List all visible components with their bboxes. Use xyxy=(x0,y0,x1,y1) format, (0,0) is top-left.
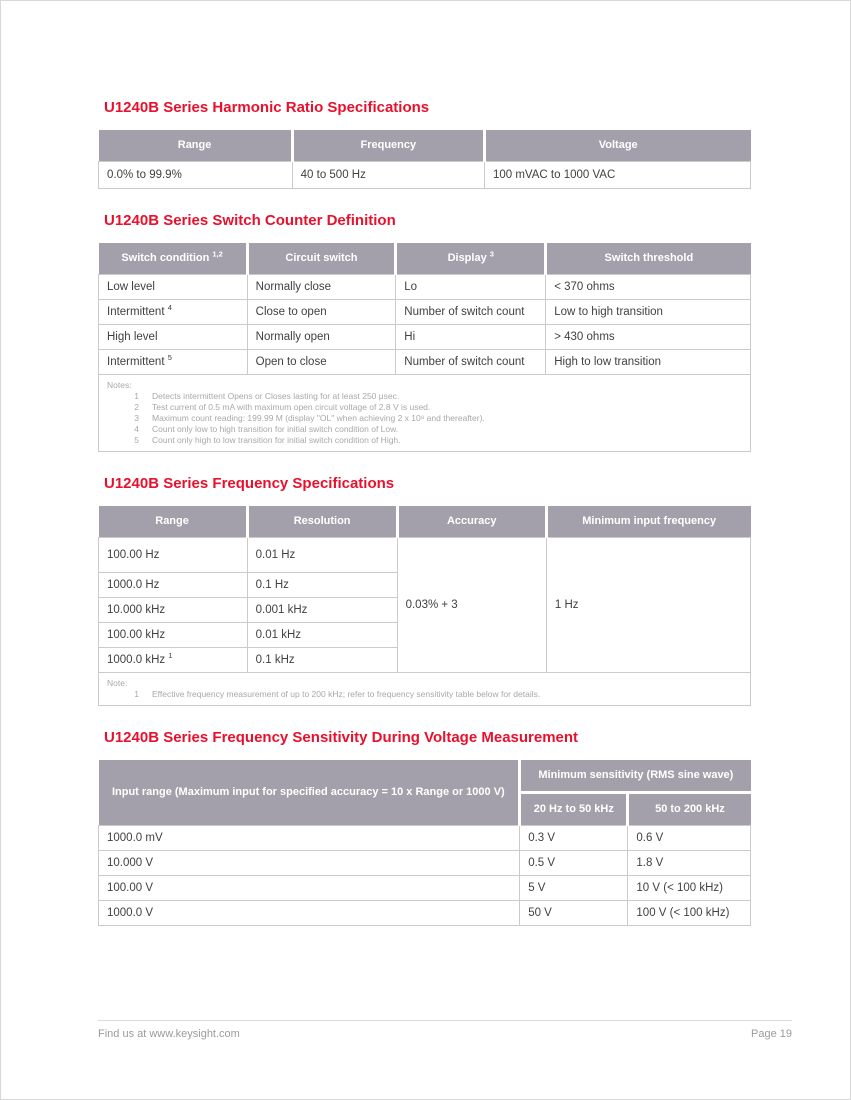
table-cell: High to low transition xyxy=(546,350,751,375)
footer-link[interactable]: Find us at www.keysight.com xyxy=(98,1028,240,1040)
table-cell: 100.00 V xyxy=(99,876,520,901)
column-header-50-200khz: 50 to 200 kHz xyxy=(628,793,751,826)
table-cell xyxy=(99,573,248,598)
note-number: 4 xyxy=(134,424,139,434)
note-item xyxy=(107,391,742,402)
note-item xyxy=(107,402,742,413)
header-footnote-ref: 1,2 xyxy=(212,249,223,259)
accuracy-merged-cell: 0.03% + 3 xyxy=(397,538,546,673)
heading-switch-counter: U1240B Series Switch Counter Definition xyxy=(104,212,396,229)
table-row xyxy=(99,325,751,350)
column-header-min-input-frequency: Minimum input frequency xyxy=(546,506,750,538)
table-row xyxy=(99,300,751,325)
table-row xyxy=(99,826,751,851)
table-row xyxy=(99,901,751,926)
table-cell xyxy=(99,350,248,375)
table-cell: Number of switch count xyxy=(396,350,546,375)
table-cell: 1.8 V xyxy=(628,851,751,876)
harmonic-ratio-table xyxy=(98,130,751,189)
table-cell: 100 mVAC to 1000 VAC xyxy=(484,162,750,189)
table-cell: 0.6 V xyxy=(628,826,751,851)
note-item xyxy=(107,413,742,424)
table-row xyxy=(99,538,751,573)
notes-row xyxy=(99,375,751,452)
table-cell: 40 to 500 Hz xyxy=(292,162,484,189)
table-cell: 0.1 Hz xyxy=(247,573,397,598)
table-cell: 0.01 Hz xyxy=(247,538,397,573)
note-text: Test current of 0.5 mA with maximum open circuit voltage of 2.8 V is used. xyxy=(152,402,431,412)
table-cell: 1000.0 mV xyxy=(99,826,520,851)
column-header-display xyxy=(396,243,546,275)
table-cell: 0.1 kHz xyxy=(247,648,397,673)
heading-harmonic-ratio: U1240B Series Harmonic Ratio Specifications xyxy=(104,99,430,116)
column-header-input-range: Input range (Maximum input for specified accuracy = 10 x Range or 1000 V) xyxy=(99,760,520,826)
note-text: Count only high to low transition for initial switch condition of High. xyxy=(152,435,401,445)
table-cell xyxy=(99,648,248,673)
table-cell: Normally close xyxy=(247,275,396,300)
note-number: 5 xyxy=(134,435,139,445)
group-header-min-sensitivity: Minimum sensitivity (RMS sine wave) xyxy=(520,760,751,793)
note-item xyxy=(107,424,742,435)
header-row xyxy=(99,130,751,162)
cell-text: 100.00 kHz xyxy=(107,629,166,641)
page-number: Page 19 xyxy=(751,1028,792,1040)
table-cell: > 430 ohms xyxy=(546,325,751,350)
table-cell: 0.01 kHz xyxy=(247,623,397,648)
header-label: Switch threshold xyxy=(604,252,694,264)
notes-label: Notes: xyxy=(107,380,132,390)
column-header-frequency: Frequency xyxy=(292,130,484,162)
note-number: 3 xyxy=(134,413,139,423)
header-row xyxy=(99,506,751,538)
table-cell: 0.3 V xyxy=(520,826,628,851)
table-row xyxy=(99,876,751,901)
table-cell: 10.000 V xyxy=(99,851,520,876)
page-footer xyxy=(98,1020,792,1040)
column-header-circuit-switch xyxy=(247,243,396,275)
cell-text: Intermittent xyxy=(107,356,165,368)
cell-text: Intermittent xyxy=(107,306,165,318)
table-cell: Close to open xyxy=(247,300,396,325)
table-cell: 0.0% to 99.9% xyxy=(99,162,293,189)
note-item xyxy=(107,435,742,446)
note-text: Effective frequency measurement of up to 200 kHz; refer to frequency sensitivity table below for details. xyxy=(152,689,541,699)
notes-block xyxy=(99,375,751,452)
column-header-range: Range xyxy=(99,130,293,162)
table-cell: 5 V xyxy=(520,876,628,901)
footnote-ref: 5 xyxy=(167,353,172,363)
table-row xyxy=(99,350,751,375)
column-header-20hz-50khz: 20 Hz to 50 kHz xyxy=(520,793,628,826)
switch-counter-table xyxy=(98,243,751,452)
frequency-specs-table xyxy=(98,506,751,706)
heading-frequency-specs: U1240B Series Frequency Specifications xyxy=(104,475,395,492)
cell-text: High level xyxy=(107,331,158,343)
table-cell: Lo xyxy=(396,275,546,300)
table-row xyxy=(99,162,751,189)
cell-text: 1000.0 kHz xyxy=(107,654,166,666)
note-text: Detects intermittent Opens or Closes lasting for at least 250 μsec. xyxy=(152,391,400,401)
heading-frequency-sensitivity: U1240B Series Frequency Sensitivity During Voltage Measurement xyxy=(104,729,579,746)
cell-text: 100.00 Hz xyxy=(107,549,160,561)
notes-label: Note: xyxy=(107,678,128,688)
table-cell: 0.5 V xyxy=(520,851,628,876)
cell-text: Low level xyxy=(107,281,155,293)
notes-row xyxy=(99,673,751,706)
table-cell xyxy=(99,598,248,623)
frequency-sensitivity-table xyxy=(98,760,751,926)
note-number: 2 xyxy=(134,402,139,412)
header-row xyxy=(99,760,751,793)
table-cell xyxy=(99,325,248,350)
notes-block xyxy=(99,673,751,706)
column-header-resolution: Resolution xyxy=(247,506,397,538)
note-number: 1 xyxy=(134,391,139,401)
table-row xyxy=(99,851,751,876)
table-row xyxy=(99,275,751,300)
table-cell xyxy=(99,538,248,573)
table-cell: Hi xyxy=(396,325,546,350)
table-cell xyxy=(99,300,248,325)
cell-text: 1000.0 Hz xyxy=(107,579,160,591)
column-header-range: Range xyxy=(99,506,248,538)
note-text: Count only low to high transition for initial switch condition of Low. xyxy=(152,424,399,434)
table-cell xyxy=(99,275,248,300)
column-header-switch-threshold xyxy=(546,243,751,275)
table-cell: 50 V xyxy=(520,901,628,926)
header-label: Circuit switch xyxy=(285,252,358,264)
cell-text: 10.000 kHz xyxy=(107,604,166,616)
table-cell: Number of switch count xyxy=(396,300,546,325)
table-cell: 0.001 kHz xyxy=(247,598,397,623)
column-header-voltage: Voltage xyxy=(484,130,750,162)
table-cell: Open to close xyxy=(247,350,396,375)
note-number: 1 xyxy=(134,689,139,699)
table-cell: 100 V (< 100 kHz) xyxy=(628,901,751,926)
column-header-accuracy: Accuracy xyxy=(397,506,546,538)
table-cell: 10 V (< 100 kHz) xyxy=(628,876,751,901)
header-label: Switch condition xyxy=(121,252,210,264)
note-text: Maximum count reading: 199.99 M (display "OL" when achieving 2 x 10⁸ and thereafter). xyxy=(152,413,485,423)
min-input-frequency-merged-cell: 1 Hz xyxy=(546,538,750,673)
table-cell: < 370 ohms xyxy=(546,275,751,300)
table-cell xyxy=(99,623,248,648)
page-content xyxy=(98,1,751,926)
column-header-switch-condition xyxy=(99,243,248,275)
footnote-ref: 4 xyxy=(167,303,172,313)
header-row xyxy=(99,243,751,275)
table-cell: Normally open xyxy=(247,325,396,350)
table-cell: Low to high transition xyxy=(546,300,751,325)
header-footnote-ref: 3 xyxy=(489,249,494,259)
note-item xyxy=(107,689,742,700)
header-label: Display xyxy=(447,252,487,264)
footnote-ref: 1 xyxy=(168,651,173,661)
table-cell: 1000.0 V xyxy=(99,901,520,926)
